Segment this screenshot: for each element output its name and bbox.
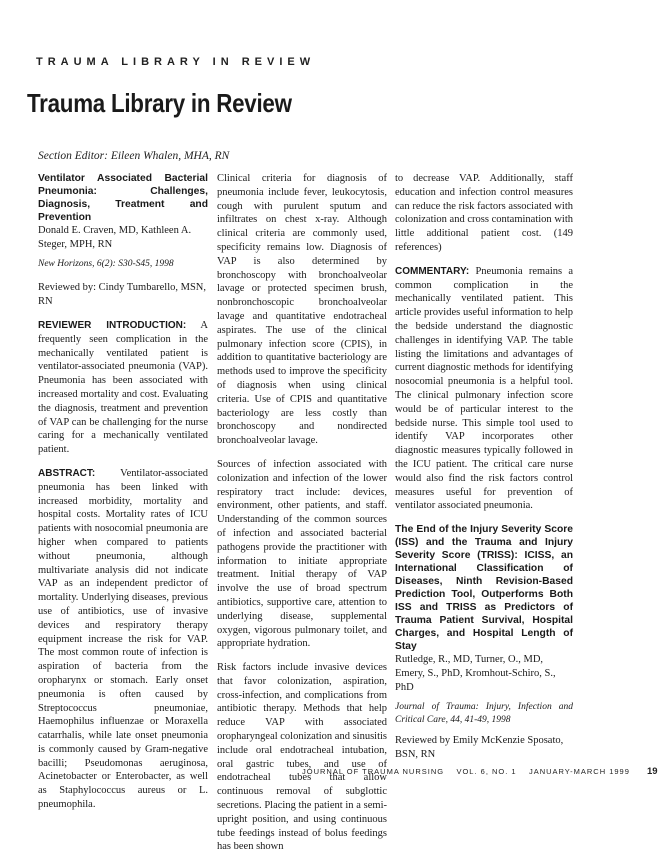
article-2-reviewer: Reviewed by Emily McKenzie Sposato, BSN, RN [395, 735, 564, 760]
column-1 [38, 172, 208, 812]
paragraph-continuation: to decrease VAP. Additionally, staff education and infection control measures can reduce the risk factors associated with colonization and cross contamination with little additional patient cost. (149 references) [395, 173, 573, 253]
commentary-text: Pneumonia remains a common complication in the mechanically ventilated patient. This article provides useful information to help the bedside understand the diagnostic challenges in identifying VAP. The table listing the limitations and advantages of current diagnostic methods for identifying nosocomial pneumonia is a helpful tool. The clinical pulmonary infection score would be of particular interest to the bedside nurse. This simple tool used to identify VAP incorporates other diagnostic measures typically followed in the ICU patient. The critical care nurse would also find the risk factors control measures useful for prevention of ventilator associated pneumonia. [395, 265, 573, 512]
column-3 [395, 172, 573, 762]
abstract-text: Ventilator-associated pneumonia has been linked with increased morbidity, mortality and hospital costs. Mortality rates of ICU patients with nosocomial pneumonia are higher when compared to patients without pneumonia, although multivariate analysis did not indicate VAP as an independent predictor of mortality. Underlying diseases, previous use of antibiotics, use of invasive devices and respiratory therapy equipment increase the risk for VAP. The most common route of infection is aspiration of bacteria from the oropharynx or stomach. Early onset pneumonia is often caused by Streptococcus pneumoniae, Haemophilus influenzae or Moraxella catarrhalis, while late onset pneumonia is commonly caused by Gram-negative bacilli; Pseudomonas aeruginosa, Acinetobacter or Enterobacter, as well as Staphylococcus aureus or L. pneumophila. [38, 467, 208, 811]
intro-text: A frequently seen complication in the mechanically ventilated patient is ventilator-associated pneumonia (VAP). Pneumonia has been associated with increased mortality and cost. Evaluating the diagnosis, treatment and prevention of VAP can be challenging for the nurse caring for a mechanically ventilated patient. [38, 319, 208, 456]
article-authors: Donald E. Craven, MD, Kathleen A. Steger, MPH, RN [38, 225, 192, 250]
article-citation: New Horizons, 6(2): S30-S45, 1998 [38, 258, 174, 269]
article-2-citation: Journal of Trauma: Injury, Infection and Critical Care, 44, 41-49, 1998 [395, 701, 573, 726]
abstract [38, 467, 208, 812]
paragraph-risk-factors: Risk factors include invasive devices that favor colonization, aspiration, cross-infection, and complications from antibiotic therapy. Methods that help reduce VAP with associated oropharyngeal colonization and sinusitis include oral endotracheal intubation, oral gastric tubes, and use of endotracheal tubes that allow continuous removal of subglottic secretions. Placing the patient in a semi-upright position, and using continuous tube feedings instead of bolus feedings has been shown [217, 662, 388, 853]
paragraph-sources: Sources of infection associated with colonization and infection of the lower respiratory tract include: devices, environment, other patients, and staff. Understanding of the common sources of infection and associated bacterial pathogens provide the practitioner with information to initiate appropriate treatment. Initial therapy of VAP involve the use of broad spectrum antibiotics, supportive care, attention to underlying disease, supplemental oxygen, vigorous pulmonary toilet, and appropriate hydration. [217, 458, 387, 650]
article-title: Ventilator Associated Bacterial Pneumonia: Challenges, Diagnosis, Treatment and Prevention [38, 173, 208, 223]
article-2-authors: Rutledge, R., MD, Turner, O., MD, Emery, S., PhD, Kromhout-Schiro, S., PhD [395, 654, 556, 693]
intro-label: REVIEWER INTRODUCTION: [38, 319, 187, 331]
page-footer [302, 766, 658, 777]
article-2-title: The End of the Injury Severity Score (ISS) and the Trauma and Injury Severity Score (TRISS): ICISS, an International Classification of Diseases, Ninth Revision-Based Prediction Tool, Outperforms Both ISS and TRISS as Predictors of Trauma Patient Survival, Hospital Charges, and Hospital Length of Stay [395, 524, 573, 653]
page-number: 19 [646, 766, 658, 777]
footer-date: JANUARY-MARCH 1999 [528, 767, 630, 776]
footer-volume: VOL. 6, NO. 1 [456, 767, 517, 776]
paragraph-diagnosis: Clinical criteria for diagnosis of pneumonia include fever, leukocytosis, cough with purulent sputum and infiltrates on chest x-ray. Although clinical criteria are commonly used, specificity remains low. Diagnosis of VAP is also determined by bronchoscopy with bronchoalveolar lavage or protected specimen brush, nonbronchoscopic bronchoalveolar lavage and quantitative endotracheal aspirates. The use of the clinical pulmonary infection score (CPIS), in addition to quantitative bacteriology are methods used to improve the specificity of diagnosis when using clinical criteria. Use of CPIS and quantitative bacteriology are less costly than bronchoscopy and nondirected bronchoalveolar lavage. [217, 173, 387, 447]
abstract-label: ABSTRACT: [38, 467, 96, 479]
running-head: TRAUMA LIBRARY IN REVIEW [36, 56, 316, 68]
page-title: Trauma Library in Review [27, 88, 292, 118]
commentary [395, 265, 573, 513]
commentary-label: COMMENTARY: [395, 265, 470, 277]
section-editor: Section Editor: Eileen Whalen, MHA, RN [38, 150, 230, 162]
reviewer-introduction [38, 319, 208, 457]
reviewer-line: Reviewed by: Cindy Tumbarello, MSN, RN [38, 282, 207, 308]
column-2 [217, 172, 387, 854]
footer-journal: JOURNAL OF TRAUMA NURSING [302, 767, 445, 776]
